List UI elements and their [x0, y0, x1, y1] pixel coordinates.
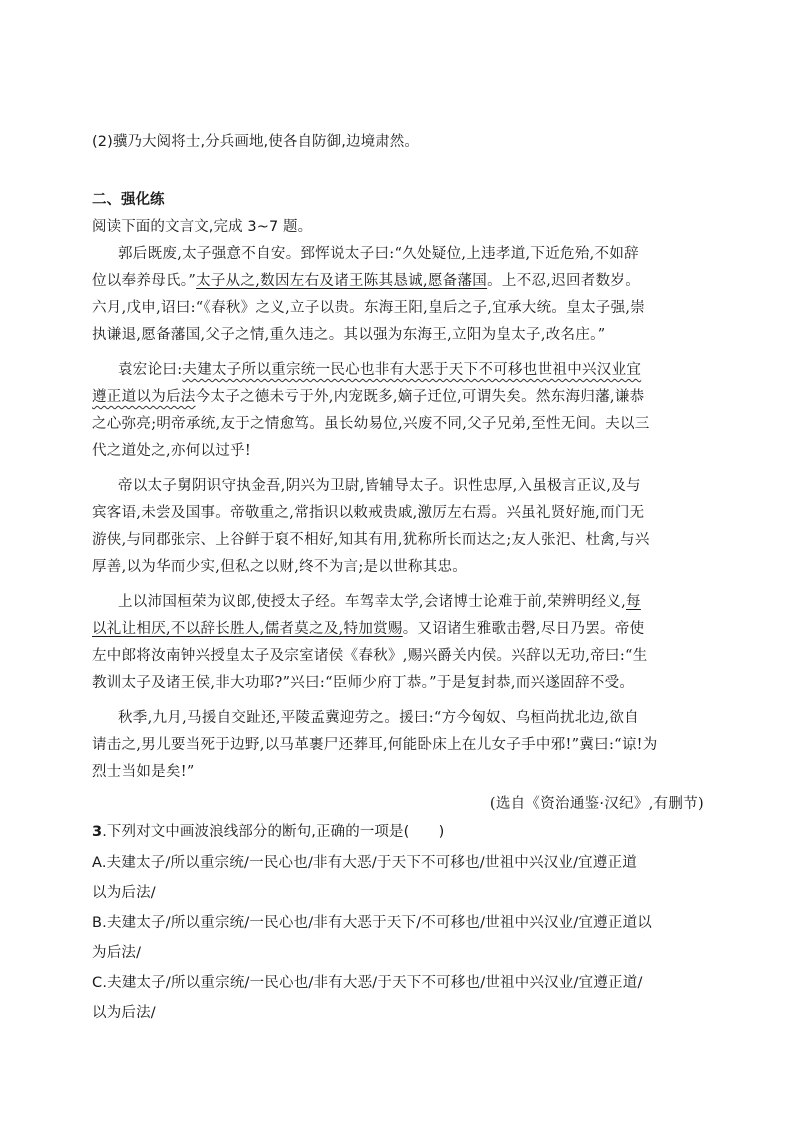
passage-p5-line2: 请击之,男儿要当死于边野,以马革裹尸还葬耳,何能卧床上在儿女子手中邪!”冀曰:“谅!为: [92, 737, 658, 753]
option-a-line2: 以为后法/: [92, 885, 156, 901]
passage-p1-line2-end: 。上不忍,迟回者数岁。: [487, 273, 641, 289]
option-c-line2: 以为后法/: [92, 1005, 156, 1021]
passage-p2-line2-rest: 今太子之德未亏于外,内宠既多,嫡子迁位,可谓失矣。然东海归藩,谦恭: [195, 389, 645, 405]
wavy-underlined-segment: 夫建太子所以重宗统一民心也非有大恶于天下不可移也世祖中兴汉业宜: [182, 362, 642, 378]
passage-p2-line1: [118, 358, 641, 379]
passage-p4-line1: [118, 590, 641, 611]
underlined-sentence-2: 以礼让相厌,不以辞长胜人,儒者莫之及,特加赏赐: [92, 621, 403, 637]
passage-p2-intro: 袁宏论曰:: [118, 362, 183, 378]
section-instruction: 阅读下面的文言文,完成 3~7 题。: [92, 219, 313, 235]
wavy-underlined-segment-end: 遵正道以为后法: [92, 389, 196, 405]
option-b-line2: 为后法/: [92, 945, 142, 961]
passage-p2-line2: [92, 385, 644, 406]
passage-p1-line4: 执谦退,愿备藩国,父子之情,重久违之。其以强为东海王,立阳为皇太子,改名庄。”: [92, 327, 606, 343]
passage-p4-line3: 左中郎将汝南钟兴授皇太子及宗室诸侯《春秋》,赐兴爵关内侯。兴辞以无功,帝曰:“生: [92, 648, 648, 664]
underlined-sentence-1: 太子从之,数因左右及诸王陈其恳诚,愿备藩国: [196, 273, 488, 289]
passage-p1-line2: [92, 269, 640, 290]
passage-p3-line3: 游侠,与同郡张宗、上谷鲜于裒不相好,知其有用,犹称所长而达之;友人张汜、杜禽,与兴: [92, 532, 650, 548]
passage-source: (选自《资治通鉴·汉纪》,有删节): [489, 796, 704, 812]
passage-p3-line4: 厚善,以为华而少实,但私之以财,终不为言;是以世称其忠。: [92, 559, 468, 575]
passage-p1-line1: 郭后既废,太子强意不自安。郅恽说太子曰:“久处疑位,上违孝道,下近危殆,不如辞: [118, 246, 639, 262]
passage-p1-line3: 六月,戊申,诏曰:“《春秋》之义,立子以贵。东海王阳,皇后之子,宜承大统。皇太子强,崇: [92, 300, 646, 316]
passage-p5-line3: 烈士当如是矣!”: [92, 764, 195, 780]
passage-p4-line2: [92, 617, 644, 638]
option-a-line1: A.夫建太子/所以重宗统/一民心也/非有大恶/于天下不可移也/世祖中兴汉业/宜遵正道: [92, 855, 637, 871]
question-number: 3: [92, 824, 103, 840]
passage-p2-line3: 之心弥亮;明帝承统,友于之情愈笃。虽长幼易位,兴废不同,父子兄弟,至性无间。夫以三: [92, 416, 650, 432]
passage-p3-line2: 宾客语,未尝及国事。帝敬重之,常指识以敕戒贵戚,激厉左右焉。兴虽礼贤好施,而门无: [92, 505, 645, 521]
passage-p4-line4: 教训太子及诸王侯,非大功耶?”兴曰:“臣师少府丁恭。”于是复封恭,而兴遂固辞不受。: [92, 675, 635, 691]
passage-p3-line1: 帝以太子舅阴识守执金吾,阴兴为卫尉,皆辅导太子。识性忠厚,入虽极言正议,及与: [118, 478, 641, 494]
question-stem-text: .下列对文中画波浪线部分的断句,正确的一项是( ): [102, 824, 445, 840]
option-c-line1: C.夫建太子/所以重宗统/一民心也/非有大恶/于天下不可移也/世祖中兴汉业/宜遵正道/: [92, 975, 643, 991]
option-b-line1: B.夫建太子/所以重宗统/一民心也/非有大恶于天下/不可移也/世祖中兴汉业/宜遵正道以: [92, 915, 652, 931]
underlined-sentence-2-start: 每: [626, 594, 641, 610]
passage-p4-line1-start: 上以沛国桓荣为议郎,使授太子经。车驾幸太学,会诸博士论难于前,荣辨明经义,: [118, 594, 627, 610]
passage-p5-line1: 秋季,九月,马援自交趾还,平陵孟冀迎劳之。援曰:“方今匈奴、乌桓尚扰北边,欲自: [118, 710, 639, 726]
section-title: 二、强化练: [92, 192, 165, 208]
previous-answer-item: (2)骥乃大阅将士,分兵画地,使各自防御,边境肃然。: [92, 134, 419, 150]
passage-p1-line2-start: 位以奉养母氏。”: [92, 273, 197, 289]
question-3-stem: [92, 820, 444, 841]
passage-p4-line2-rest: 。又诏诸生雅歌击磬,尽日乃罢。帝使: [402, 621, 645, 637]
passage-p2-line4: 代之道处之,亦何以过乎!: [92, 443, 252, 459]
